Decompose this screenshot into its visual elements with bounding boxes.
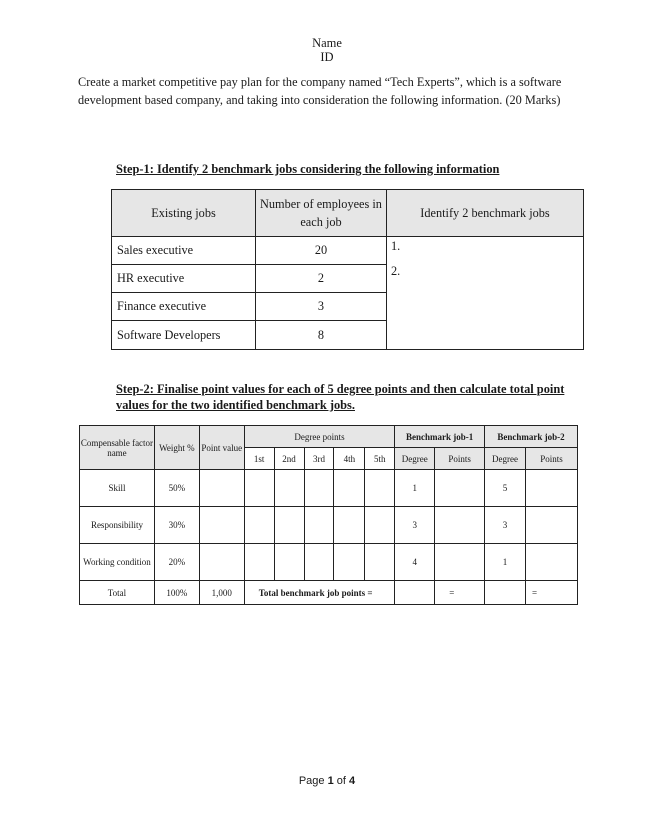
total-pages: 4 [349, 775, 356, 787]
bench1-degree: 1 [395, 470, 435, 507]
bench1-points-cell[interactable] [435, 470, 485, 507]
degree-cell[interactable] [304, 470, 334, 507]
employees-header: Number of employees in each job [256, 190, 387, 237]
factor-weight: 50% [154, 470, 199, 507]
degree-cell[interactable] [274, 507, 304, 544]
degree-cell[interactable] [274, 544, 304, 581]
total-point-value: 1,000 [199, 581, 244, 605]
student-id-label: ID [320, 50, 334, 64]
bench2-points-header: Points [526, 448, 578, 470]
weight-header: Weight % [154, 426, 199, 470]
total-benchmark-points-label: Total benchmark job points = [244, 581, 395, 605]
degree-cell[interactable] [244, 544, 274, 581]
job-name: Finance executive [112, 293, 256, 321]
degree-cell[interactable] [334, 544, 365, 581]
step2-title: Step-2: Finalise point values for each of 5 degree points and then calculate total point values for the two identified benchmark jobs. [116, 382, 565, 412]
point-value-cell[interactable] [199, 507, 244, 544]
degree-5th-header: 5th [365, 448, 395, 470]
benchmark-jobs-table [111, 189, 584, 350]
benchmark-header: Identify 2 benchmark jobs [387, 190, 584, 237]
degree-points-header: Degree points [244, 426, 395, 448]
degree-cell[interactable] [365, 544, 395, 581]
benchmark-mark-2: 2. [391, 264, 401, 278]
degree-cell[interactable] [365, 507, 395, 544]
degree-cell[interactable] [274, 470, 304, 507]
point-values-table [79, 425, 578, 605]
degree-2nd-header: 2nd [274, 448, 304, 470]
factor-name: Working condition [80, 544, 155, 581]
bench1-degree-header: Degree [395, 448, 435, 470]
of-word: of [336, 775, 346, 787]
bench1-total-points[interactable]: = [435, 581, 485, 605]
bench2-degree: 1 [485, 544, 526, 581]
job-name: Sales executive [112, 237, 256, 265]
current-page: 1 [327, 775, 334, 787]
total-weight: 100% [154, 581, 199, 605]
assignment-intro: Create a market competitive pay plan for the company named “Tech Experts”, which is a software development based company, and taking into consideration the following information. (20 Marks) [78, 75, 562, 107]
point-value-cell[interactable] [199, 544, 244, 581]
point-value-cell[interactable] [199, 470, 244, 507]
employee-count: 20 [256, 237, 387, 265]
bench2-degree: 5 [485, 470, 526, 507]
factor-name: Responsibility [80, 507, 155, 544]
factor-weight: 20% [154, 544, 199, 581]
bench1-points-cell[interactable] [435, 544, 485, 581]
employee-count: 8 [256, 321, 387, 350]
degree-cell[interactable] [304, 507, 334, 544]
job-name: HR executive [112, 265, 256, 293]
bench2-total-degree-cell[interactable] [485, 581, 526, 605]
employee-count: 3 [256, 293, 387, 321]
bench2-total-points[interactable]: = [526, 581, 578, 605]
benchmark-job-2-header: Benchmark job-2 [485, 426, 578, 448]
bench2-points-cell[interactable] [526, 507, 578, 544]
degree-cell[interactable] [304, 544, 334, 581]
bench1-degree: 4 [395, 544, 435, 581]
bench1-points-header: Points [435, 448, 485, 470]
benchmark-mark-1: 1. [391, 239, 401, 253]
benchmark-job-1-header: Benchmark job-1 [395, 426, 485, 448]
degree-cell[interactable] [334, 470, 365, 507]
degree-4th-header: 4th [334, 448, 365, 470]
existing-jobs-header: Existing jobs [112, 190, 256, 237]
bench2-degree: 3 [485, 507, 526, 544]
benchmark-answer-cell[interactable] [387, 237, 584, 350]
bench1-degree: 3 [395, 507, 435, 544]
degree-cell[interactable] [244, 507, 274, 544]
factor-weight: 30% [154, 507, 199, 544]
bench2-points-cell[interactable] [526, 544, 578, 581]
employee-count: 2 [256, 265, 387, 293]
student-name-label: Name [312, 36, 342, 50]
point-value-header: Point value [199, 426, 244, 470]
degree-cell[interactable] [334, 507, 365, 544]
total-label: Total [80, 581, 155, 605]
factor-name: Skill [80, 470, 155, 507]
degree-1st-header: 1st [244, 448, 274, 470]
step1-title: Step-1: Identify 2 benchmark jobs considering the following information [116, 162, 500, 176]
bench1-total-degree-cell[interactable] [395, 581, 435, 605]
degree-cell[interactable] [365, 470, 395, 507]
factor-header: Compensable factor name [80, 426, 155, 470]
degree-3rd-header: 3rd [304, 448, 334, 470]
page-word: Page [298, 775, 325, 787]
degree-cell[interactable] [244, 470, 274, 507]
job-name: Software Developers [112, 321, 256, 350]
page-indicator [0, 775, 654, 787]
bench2-degree-header: Degree [485, 448, 526, 470]
bench1-points-cell[interactable] [435, 507, 485, 544]
bench2-points-cell[interactable] [526, 470, 578, 507]
